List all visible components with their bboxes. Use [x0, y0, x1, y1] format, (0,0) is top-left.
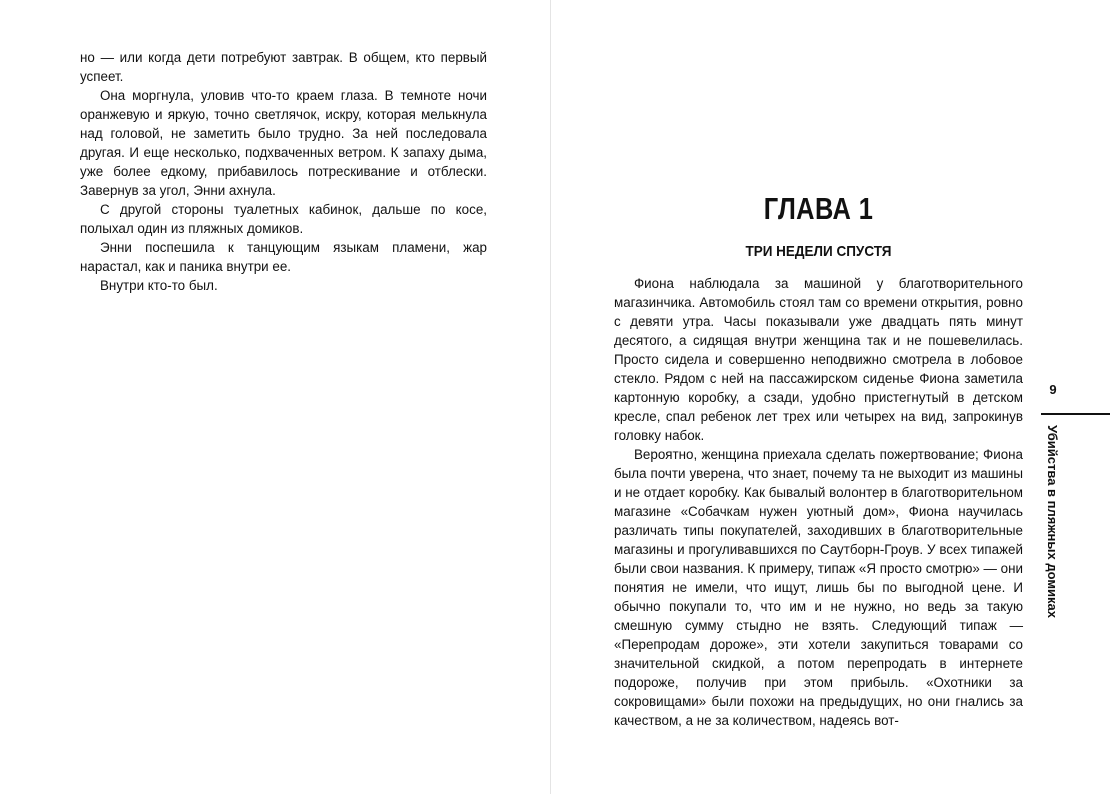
right-page-text: [614, 274, 1023, 730]
paragraph: Вероятно, женщина приехала сделать пожертвование; Фиона была почти уверена, что знает, почему та не выходит из машины и не отдает коробку. Как бывалый волонтер в благотворительном магазине «Собачкам нужен уютный дом», Фиона научилась различать типы покупателей, заходивших в благотворительные магазины и прогуливавшихся по Саутборн-Гроув. У всех типажей были свои названия. К примеру, типаж «Я просто смотрю» — они понятия не имели, что ищут, лишь бы по выгодной цене. И обычно покупали то, что им и не нужно, но ведь за такую смешную сумму стыдно не взять. Следующий типаж — «Перепродам дороже», эти хотели закупиться товарами со значительной скидкой, а потом перепродать в интернете подороже, получив при этом прибыль. «Охотники за сокровищами» были похожи на предыдущих, но они гнались за качеством, а не за количеством, надеясь вот-: [614, 447, 1023, 728]
paragraph: Внутри кто-то был.: [100, 278, 218, 293]
paragraph: Фиона наблюдала за машиной у благотворительного магазинчика. Автомобиль стоял там со времени открытия, ровно с девяти утра. Часы показывали уже двадцать пять минут десятого, а сидящая внутри женщина так и не пошевелилась. Просто сидела и совершенно неподвижно смотрела в лобовое стекло. Рядом с ней на пассажирском сиденье Фиона заметила картонную коробку, а сзади, удобно пристегнутый в детском кресле, спал ребенок лет трех или четырех на вид, запрокинув головку набок.: [614, 276, 1023, 443]
left-page: [0, 0, 551, 794]
left-page-text: [80, 48, 487, 295]
chapter-title: ГЛАВА 1: [763, 191, 874, 226]
paragraph: но — или когда дети потребуют завтрак. В общем, кто первый успеет.: [80, 50, 487, 84]
margin-rule: [1041, 413, 1110, 415]
right-page: [551, 0, 1110, 794]
paragraph: Она моргнула, уловив что-то краем глаза. В темноте ночи оранжевую и яркую, точно светлячок, искру, которая мелькнула над головой, не заметить было трудно. За ней последовала другая. И еще несколько, подхваченных ветром. К запаху дыма, уже более едкому, прибавилось потрескивание и отблески. Завернув за угол, Энни ахнула.: [80, 88, 487, 198]
page-number: 9: [1049, 382, 1057, 397]
running-title: Убийства в пляжных домиках: [1045, 425, 1060, 618]
chapter-subtitle: ТРИ НЕДЕЛИ СПУСТЯ: [745, 243, 892, 260]
paragraph: Энни поспешила к танцующим языкам пламени, жар нарастал, как и паника внутри ее.: [80, 240, 487, 274]
paragraph: С другой стороны туалетных кабинок, дальше по косе, полыхал один из пляжных домиков.: [80, 202, 487, 236]
